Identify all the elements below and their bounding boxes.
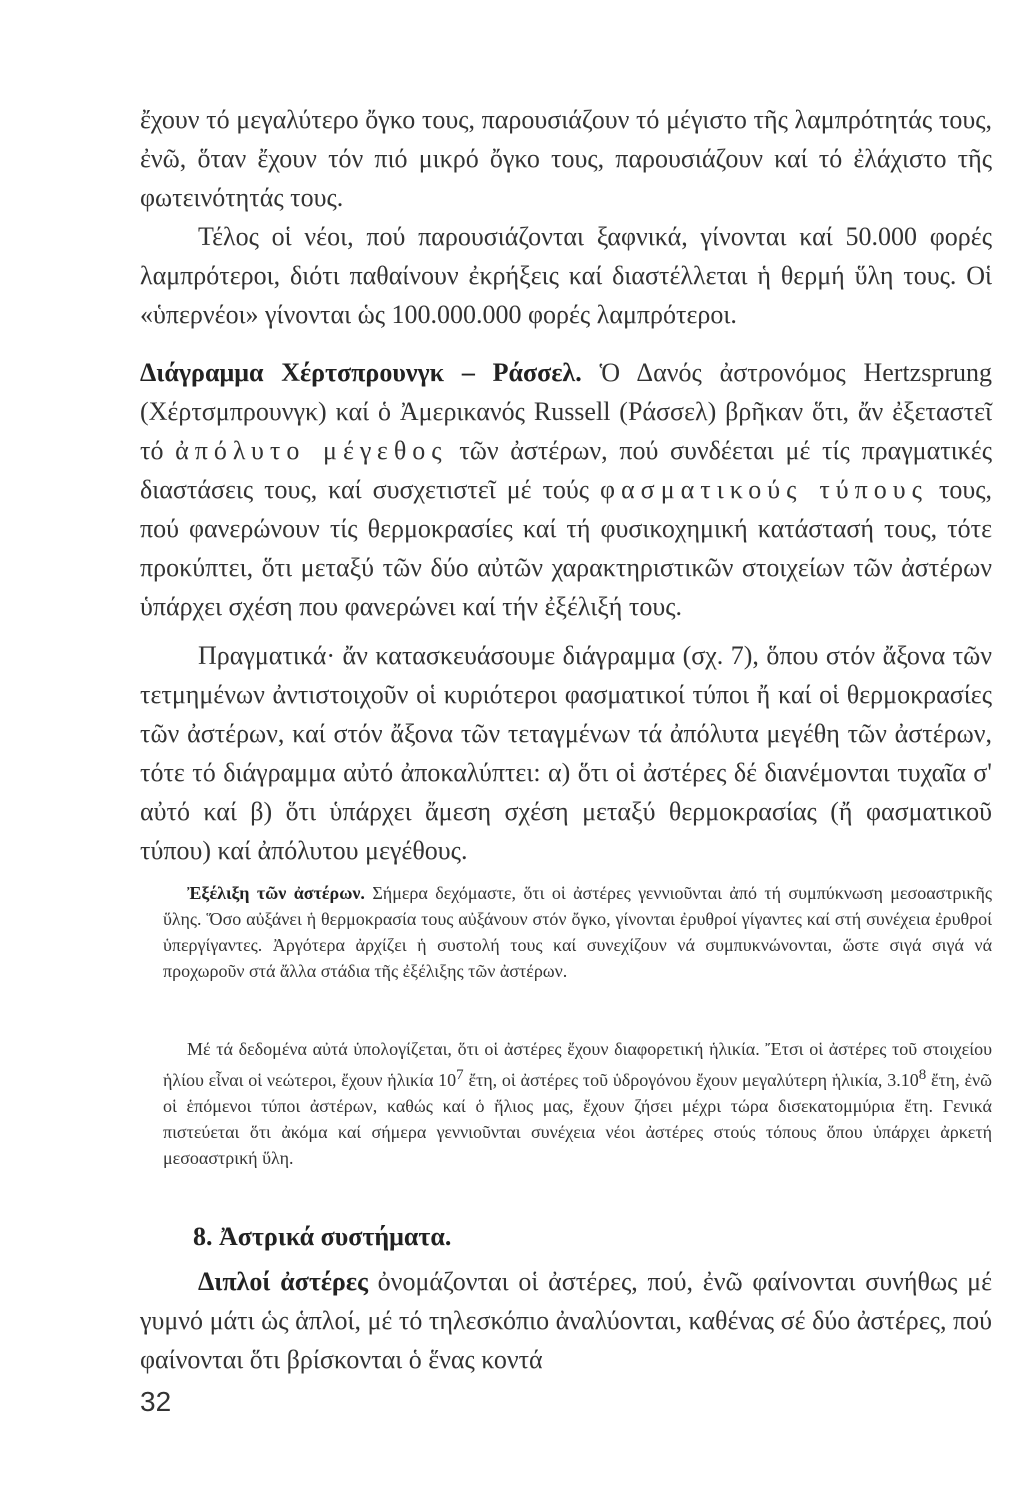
paragraph-novae: Τέλος οἱ νέοι, πού παρουσιάζονται ξαφνικά, γίνονται καί 50.000 φορές λαμπρότεροι, διότι παθαίνουν ἐκρήξεις καί διαστέλλεται ἡ θερμή ὕλη τους. Οἱ «ὑπερνέοι» γίνονται ὡς 100.000.000 φορές λαμπρότεροι.	[140, 222, 992, 329]
paragraph-stellar-evolution	[163, 880, 992, 984]
ages-text-3: ἔτη, ἐνῶ οἱ ἑπόμενοι τύποι ἀστέρων, καθώς καί ὁ ἥλιος μας, ἔχουν ζήσει μέχρι τώρα δισεκατομμύρια ἔτη. Γενικά πιστεύεται ὅτι ἀκόμα καί σήμερα γεννιοῦνται συνέχεια νέοι ἀστέρες στούς τόπους ὅπου ὑπάρχει ἀρκετή μεσοαστρική ὕλη.	[163, 1070, 993, 1168]
exponent-8: 8	[918, 1067, 927, 1083]
page-number: 32	[140, 1386, 172, 1417]
ages-text-1: Μέ τά δεδομένα αὐτά ὑπολογίζεται, ὅτι οἱ ἀστέρες ἔχουν διαφορετική ἡλικία. Ἔτσι οἱ ἀστέρες τοῦ στοιχείου ἡλίου εἶναι οἱ νεώτεροι, ἔχουν ἡλικία 10	[163, 1039, 992, 1090]
evolution-text: Σήμερα δεχόμαστε, ὅτι οἱ ἀστέρες γεννιοῦνται ἀπό τή συμπύκνωση μεσοαστρικῆς ὕλης. Ὅσο αὐξάνει ἡ θερμοκρασία τους αὐξάνουν στόν ὄγκο, γίνονται ἐρυθροί γίγαντες καί στή συνέχεια ἐρυθροί ὑπεργίγαντες. Ἀργότερα ἀρχίζει ἡ συστολή τους καί συνεχίζουν νά συμπυκνώνονται, ὥστε σιγά σιγά νά προχωροῦν στά ἄλλα στάδια τῆς ἐξέλιξης τῶν ἀστέρων.	[163, 883, 992, 981]
paragraph-diagram-description: Πραγματικά· ἄν κατασκευάσουμε διάγραμμα (σχ. 7), ὅπου στόν ἄξονα τῶν τετμημένων ἀντιστοιχοῦν οἱ κυριότεροι φασματικοί τύποι ἤ καί οἱ θερμοκρασίες τῶν ἀστέρων, καί στόν ἄξονα τῶν τεταγμένων τά ἀπόλυτα μεγέθη τῶν ἀστέρων, τότε τό διάγραμμα αὐτό ἀποκαλύπτει: α) ὅτι οἱ ἀστέρες δέ διανέμονται τυχαῖα σ' αὐτό καί β) ὅτι ὑπάρχει ἄμεση σχέση μεταξύ θερμοκρασίας (ἤ φασματικοῦ τύπου) καί ἀπόλυτου μεγέθους.	[140, 641, 992, 865]
hr-spaced-spectral-types: φασματικούς τύπους	[600, 475, 928, 504]
paragraph-stellar-ages	[163, 1036, 992, 1171]
chapter-heading: 8. Ἀστρικά συστήματα.	[193, 1222, 452, 1251]
hr-text-2: τῶν ἀστέρων, πού συνδέεται μέ τίς πραγματικές διαστάσεις τους, καί συσχετιστεῖ μέ τούς	[140, 436, 993, 504]
exponent-7: 7	[456, 1067, 464, 1083]
section-title-hr-diagram: Διάγραμμα Χέρτσπρουνγκ – Ράσσελ.	[140, 358, 582, 387]
paragraph-hr-diagram	[140, 353, 992, 626]
hr-spaced-absolute-magnitude: ἀπόλυτο μέγεθος	[175, 436, 448, 465]
hr-text-1: Ὁ Δανός ἀστρονόμος Hertzsprung (Χέρτσμπρουνγκ) καί ὁ Ἀμερικανός Russell (Ράσσελ) βρῆκαν ὅτι, ἄν ἐξεταστεῖ τό	[140, 358, 992, 465]
paragraph-variable-stars: ἔχουν τό μεγαλύτερο ὄγκο τους, παρουσιάζουν τό μέγιστο τῆς λαμπρότητάς τους, ἐνῶ, ὅταν ἔχουν τόν πιό μικρό ὄγκο τους, παρουσιάζουν καί τό ἐλάχιστο τῆς φωτεινότητάς τους.	[140, 105, 992, 212]
section-title-double-stars: Διπλοί ἀστέρες	[198, 1267, 368, 1296]
section-title-stellar-evolution: Ἐξέλιξη τῶν ἀστέρων.	[187, 883, 365, 903]
paragraph-double-stars	[140, 1262, 992, 1379]
hr-text-3: τους, πού φανερώνουν τίς θερμοκρασίες καί τή φυσικοχημική κατάστασή τους, τότε προκύπτει, ὅτι μεταξύ τῶν δύο αὐτῶν χαρακτηριστικῶν στοιχείων τῶν ἀστέρων ὑπάρχει σχέση που φανερώνει καί τήν ἐξέλιξή τους.	[140, 475, 993, 621]
double-stars-text: ὀνομάζονται οἱ ἀστέρες, πού, ἐνῶ φαίνονται συνήθως μέ γυμνό μάτι ὡς ἁπλοί, μέ τό τηλεσκόπιο ἀναλύονται, καθένας σέ δύο ἀστέρες, πού φαίνονται ὅτι βρίσκονται ὁ ἕνας κοντά	[140, 1267, 992, 1374]
ages-text-2: ἔτη, οἱ ἀστέρες τοῦ ὑδρογόνου ἔχουν μεγαλύτερη ἡλικία, 3.10	[463, 1070, 919, 1090]
